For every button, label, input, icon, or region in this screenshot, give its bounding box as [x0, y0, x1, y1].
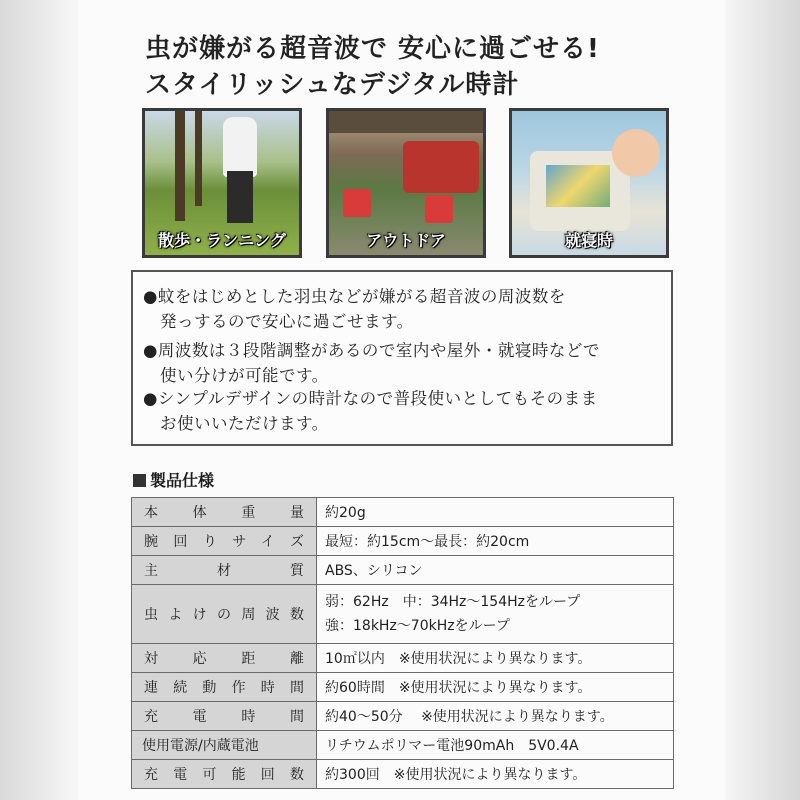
- camp-chair: [343, 189, 371, 217]
- spec-value: 約20g: [317, 498, 674, 527]
- spec-value: ABS、シリコン: [317, 556, 674, 585]
- feature-item: [143, 338, 600, 388]
- spec-key: 主材質: [132, 556, 317, 585]
- tree-trunk: [195, 111, 202, 206]
- photo-caption: アウトドア: [366, 231, 446, 250]
- feature-line: 使い分けが可能です。: [143, 366, 329, 385]
- spec-key: 腕回りサイズ: [132, 527, 317, 556]
- spec-key: 充電可能回数: [132, 760, 317, 789]
- square-bullet-icon: [133, 474, 146, 487]
- table-row: [132, 731, 674, 760]
- photo-outdoor: [326, 108, 486, 258]
- table-row: [132, 527, 674, 556]
- feature-line: 発っするので安心に過ごせます。: [143, 312, 414, 331]
- headline-line-2: スタイリッシュなデジタル時計: [145, 70, 520, 100]
- spec-heading: [133, 468, 214, 491]
- spec-table: [131, 497, 674, 789]
- feature-item: [143, 284, 566, 334]
- spec-value-cell: [317, 585, 674, 644]
- spec-heading-text: 製品仕様: [150, 471, 215, 490]
- spec-key: 連続動作時間: [132, 673, 317, 702]
- tent-canopy: [329, 111, 483, 133]
- feature-item: [143, 386, 598, 436]
- spec-value: 最短：約15cm〜最長：約20cm: [317, 527, 674, 556]
- spec-key: 充電時間: [132, 702, 317, 731]
- spec-value: 10㎡以内 ※使用状況により異なります。: [317, 644, 674, 673]
- right-background-edge: [725, 0, 800, 800]
- runner-legs: [227, 171, 253, 223]
- feature-list-box: [131, 270, 673, 446]
- spec-value: 約60時間 ※使用状況により異なります。: [317, 673, 674, 702]
- table-row: [132, 498, 674, 527]
- feature-line: ●蚊をはじめとした羽虫などが嫌がる超音波の周波数を: [143, 287, 566, 306]
- spec-key: 本体重量: [132, 498, 317, 527]
- table-row: [132, 673, 674, 702]
- spec-value: 約40〜50分 ※使用状況により異なります。: [317, 702, 674, 731]
- photo-caption: 就寝時: [564, 231, 613, 250]
- table-row: [132, 760, 674, 789]
- table-row: [132, 585, 674, 644]
- camper-van: [403, 141, 479, 193]
- spec-value: 弱：62Hz 中：34Hz〜154Hzをループ: [325, 594, 581, 610]
- headline-line-1: 虫が嫌がる超音波で 安心に過ごせる!: [145, 34, 600, 64]
- tree-trunk: [175, 111, 185, 221]
- table-row: [132, 702, 674, 731]
- photo-caption: 散歩・ランニング: [158, 231, 286, 250]
- spec-value: 強：18kHz〜70kHzをループ: [325, 618, 510, 634]
- table-row: [132, 644, 674, 673]
- spec-value: リチウムポリマー電池90mAh 5V0.4A: [317, 731, 674, 760]
- spec-key: 使用電源/内蔵電池: [132, 731, 317, 760]
- sleeping-child-head: [612, 129, 660, 177]
- feature-line: お使いいただけます。: [143, 414, 329, 433]
- shirt-print: [546, 165, 610, 207]
- runner-shirt: [223, 117, 257, 177]
- spec-key: 対応距離: [132, 644, 317, 673]
- feature-line: ●周波数は３段階調整があるので室内や屋外・就寝時などで: [143, 341, 600, 360]
- photo-sleeping: [509, 108, 669, 258]
- spec-value: 約300回 ※使用状況により異なります。: [317, 760, 674, 789]
- camp-chair: [425, 195, 453, 223]
- left-background-edge: [0, 0, 78, 800]
- feature-line: ●シンプルデザインの時計なので普段使いとしてもそのまま: [143, 389, 598, 408]
- spec-key: 虫よけの周波数: [132, 585, 317, 644]
- photo-walking-running: [142, 108, 302, 258]
- table-row: [132, 556, 674, 585]
